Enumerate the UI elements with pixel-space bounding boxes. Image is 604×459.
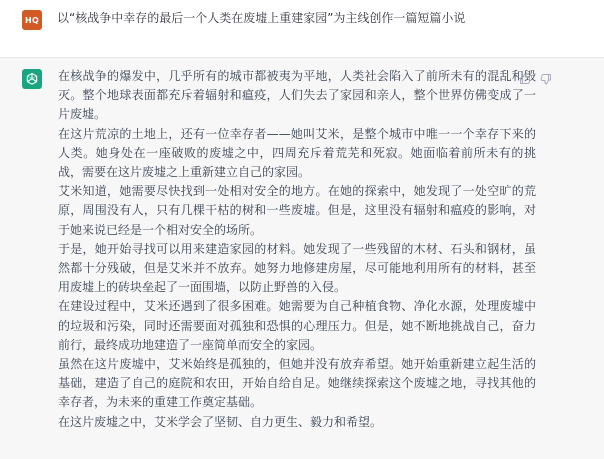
answer-paragraph: 在这片荒凉的土地上，还有一位幸存者——她叫艾米，是整个城市中唯一一个幸存下来的人类。她身处在一座破败的废墟之中，四周充斥着荒芜和死寂。她面临着前所未有的挑战，需要在这片废墟之上重新建立自己的家园。 <box>58 126 536 180</box>
thumbs-up-icon[interactable] <box>518 72 532 86</box>
user-prompt-text: 以“核战争中幸存的最后一个人类在废墟上重建家园”为主线创作一篇短篇小说 <box>57 11 466 25</box>
thumbs-down-icon[interactable] <box>539 72 553 86</box>
answer-paragraph: 于是，她开始寻找可以用来建造家园的材料。她发现了一些残留的木材、石头和钢材，虽然都十分残破，但是艾米并不放弃。她努力地修建房屋，尽可能地利用所有的材料，甚至用废墟上的砖块垒起了一面围墙，以防止野兽的入侵。 <box>58 241 536 295</box>
assistant-message <box>0 58 604 459</box>
answer-paragraph: 在核战争的爆发中，几乎所有的城市都被夷为平地，人类社会陷入了前所未有的混乱和毁灭。整个地球表面都充斥着辐射和瘟疫，人们失去了家园和亲人，整个世界仿佛变成了一片废墟。 <box>58 69 536 122</box>
answer-paragraph: 艾米知道，她需要尽快找到一处相对安全的地方。在她的探索中，她发现了一处空旷的荒原，周围没有人，只有几棵干枯的树和一些废墟。但是，这里没有辐射和瘟疫的影响，对于她来说已经是一个相对安全的场所。 <box>58 184 536 237</box>
answer-paragraph: 虽然在这片废墟中，艾米始终是孤独的，但她并没有放弃希望。她开始重新建立起生活的基础，建造了自己的庭院和农田，开始自给自足。她继续探索这个废墟之地，寻找其他的幸存者，为未来的重建工作奠定基础。 <box>58 357 536 410</box>
answer-paragraph: 在这片废墟之中，艾米学会了坚韧、自力更生、毅力和希望。 <box>58 414 383 429</box>
user-avatar: HQ <box>22 10 42 30</box>
assistant-answer <box>58 67 536 432</box>
user-message <box>0 0 604 58</box>
answer-paragraph: 在建设过程中，艾米还遇到了很多困难。她需要为自己种植食物、净化水源，处理废墟中的垃圾和污染，同时还需要面对孤独和恐惧的心理压力。但是，她不断地挑战自己，奋力前行，最终成功地建造了一座简单而安全的家园。 <box>58 299 536 352</box>
openai-logo-icon <box>22 69 42 89</box>
